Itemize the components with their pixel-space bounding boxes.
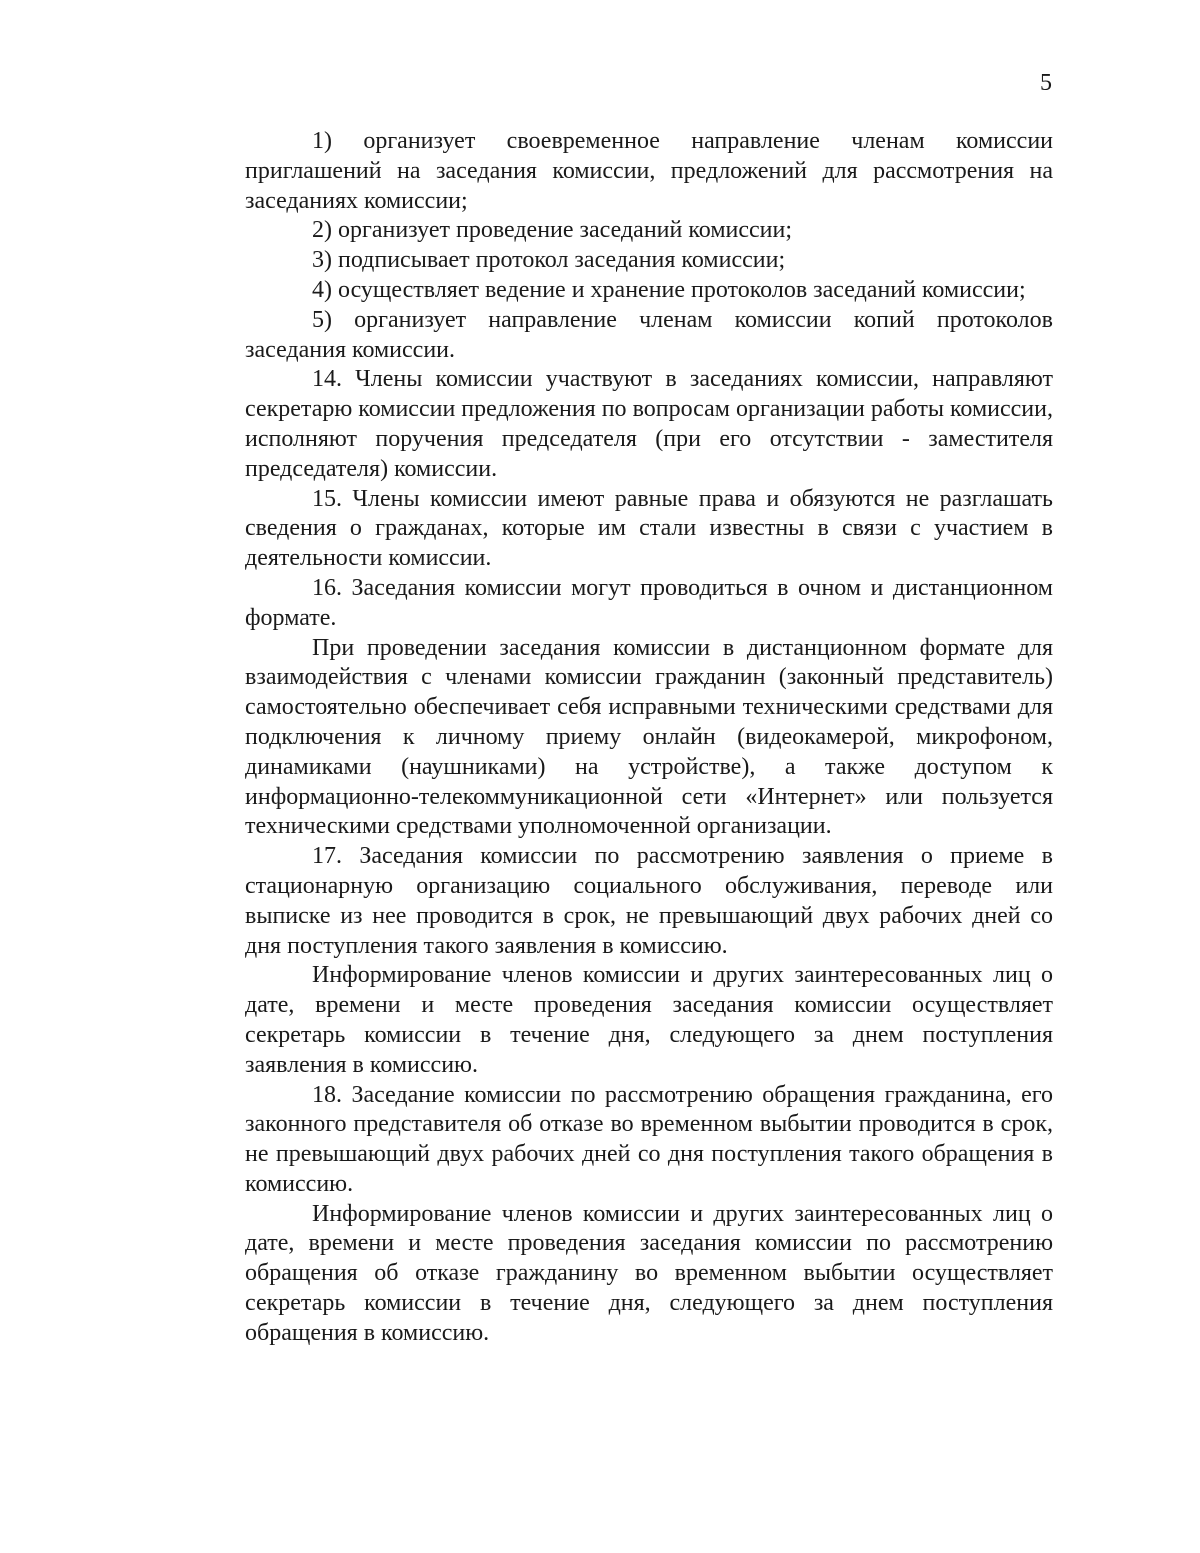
paragraph-item-4: 4) осуществляет ведение и хранение протоколов заседаний комиссии; [312, 276, 1026, 303]
paragraph-informing-2: Информирование членов комиссии и других заинтересованных лиц о дате, времени и месте проведения заседания комиссии по рассмотрению обращения об отказе гражданину во временном выбытии осуществляет секретарь комиссии в течение дня, следующего за днем поступления обращения в комиссию. [245, 1200, 1053, 1346]
page-number: 5 [1040, 70, 1052, 96]
paragraph-clause-17: 17. Заседания комиссии по рассмотрению заявления о приеме в стационарную организацию социального обслуживания, переводе или выписке из нее проводится в срок, не превышающий двух рабочих дней со дня поступления такого заявления в комиссию. [245, 843, 1053, 959]
paragraph-item-3: 3) подписывает протокол заседания комиссии; [312, 247, 786, 274]
paragraph-item-2: 2) организует проведение заседаний комиссии; [312, 217, 793, 244]
paragraph-clause-18: 18. Заседание комиссии по рассмотрению обращения гражданина, его законного представителя об отказе во временном выбытии проводится в срок, не превышающий двух рабочих дней со дня поступления такого обращения в комиссию. [245, 1081, 1053, 1197]
paragraph-clause-15: 15. Члены комиссии имеют равные права и обязуются не разглашать сведения о гражданах, которые им стали известны в связи с участием в деятельности комиссии. [245, 485, 1053, 572]
paragraph-item-1: 1) организует своевременное направление членам комиссии приглашений на заседания комиссии, предложений для рассмотрения на заседаниях комиссии; [245, 128, 1053, 214]
paragraph-remote-format: При проведении заседания комиссии в дистанционном формате для взаимодействия с членами комиссии гражданин (законный представитель) самостоятельно обеспечивает себя исправными техническими средствами для подключения к личному приему онлайн (видеокамерой, микрофоном, динамиками (наушниками) на устройстве), а также доступом к информационно-телекоммуникационной сети «Интернет» или пользуется техническими средствами уполномоченной организации. [245, 634, 1053, 840]
paragraph-clause-14: 14. Члены комиссии участвуют в заседаниях комиссии, направляют секретарю комиссии предложения по вопросам организации работы комиссии, исполняют поручения председателя (при его отсутствии - заместителя председателя) комиссии. [245, 366, 1053, 482]
paragraph-item-5: 5) организует направление членам комиссии копий протоколов заседания комиссии. [245, 306, 1053, 363]
document-body [245, 127, 1053, 1349]
paragraph-informing-1: Информирование членов комиссии и других заинтересованных лиц о дате, времени и месте проведения заседания комиссии осуществляет секретарь комиссии в течение дня, следующего за днем поступления заявления в комиссию. [245, 962, 1053, 1078]
paragraph-clause-16: 16. Заседания комиссии могут проводиться в очном и дистанционном формате. [245, 574, 1053, 631]
